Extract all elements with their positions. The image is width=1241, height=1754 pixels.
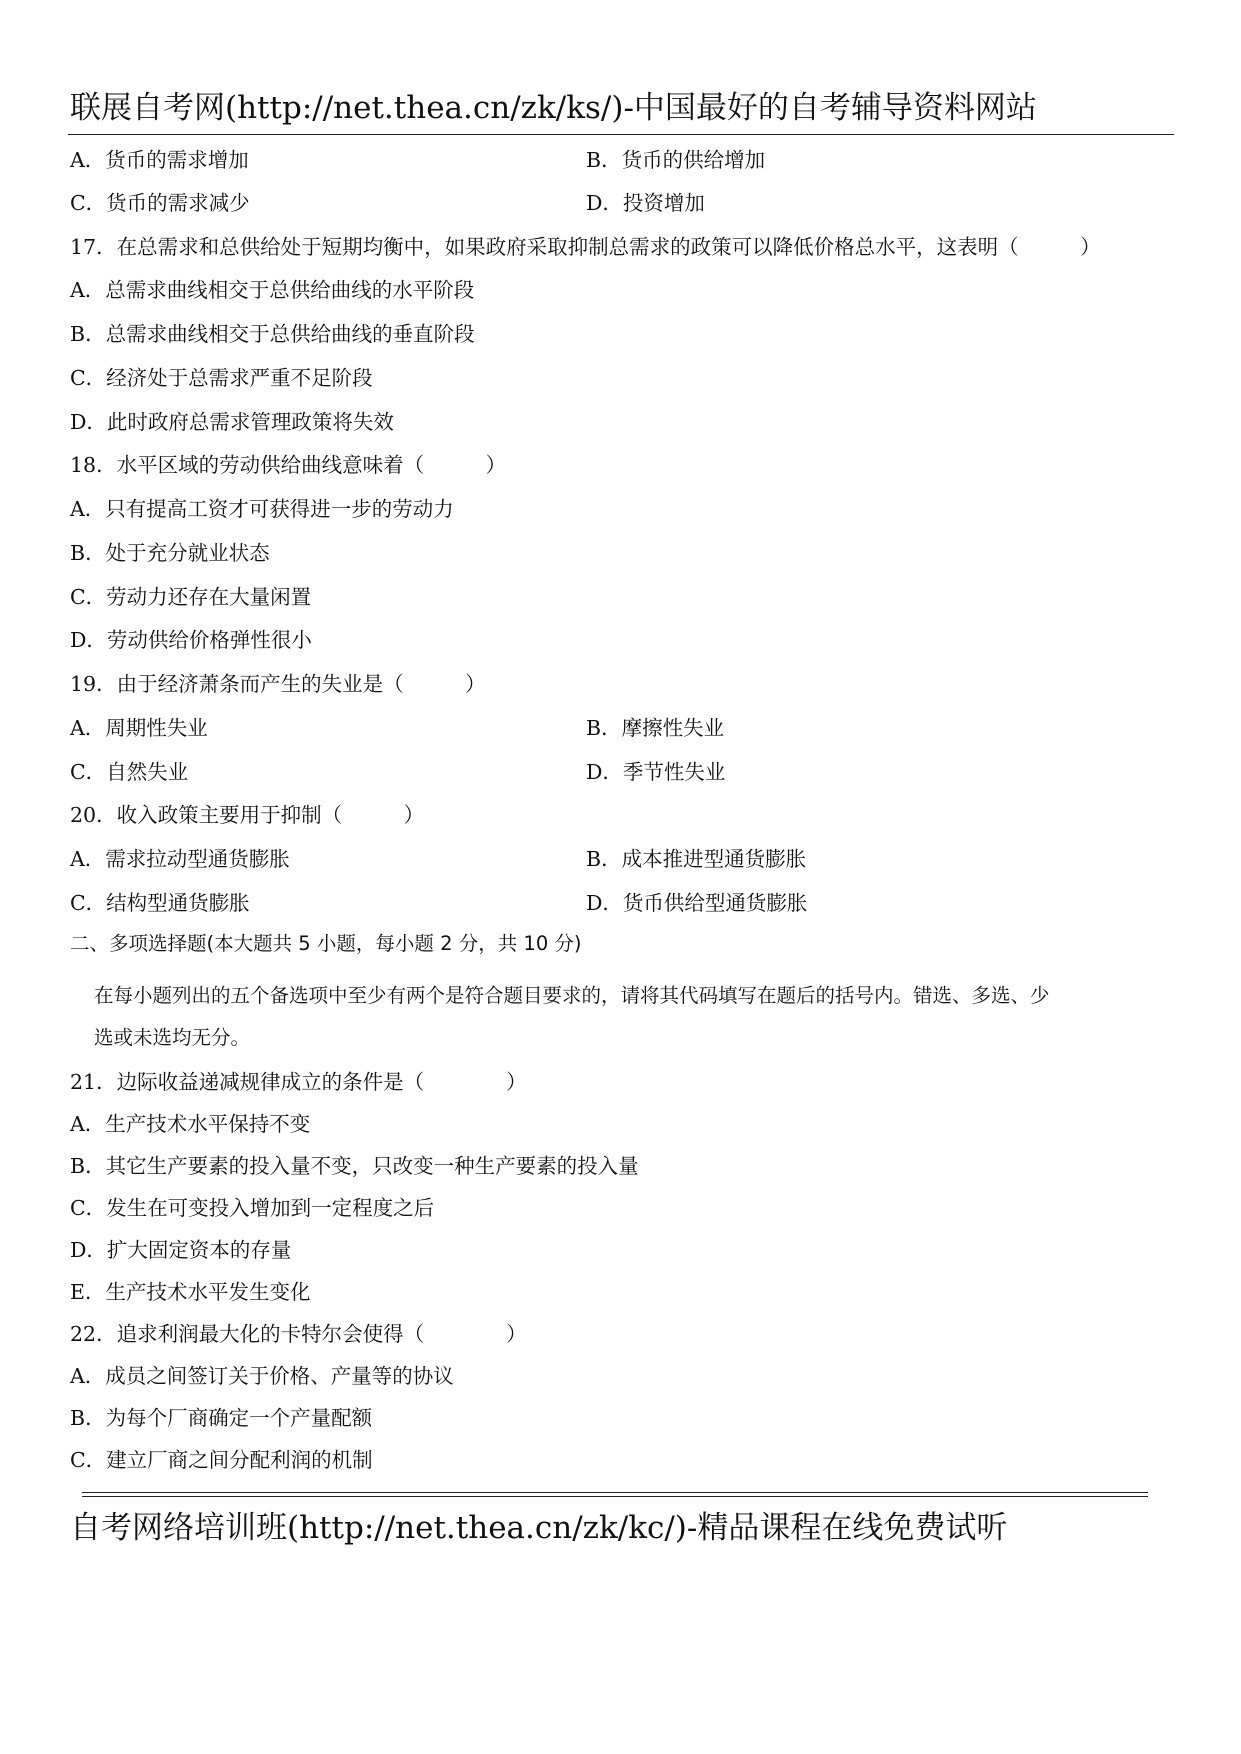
q19-stem: 19．由于经济萧条而产生的失业是（ ） xyxy=(70,672,486,696)
q19-option-b: B．摩擦性失业 xyxy=(586,716,725,740)
header-divider xyxy=(68,134,1174,135)
q16-option-row-1 xyxy=(70,146,766,174)
q17-option-d: D．此时政府总需求管理政策将失效 xyxy=(70,410,394,434)
q19-option-d: D．季节性失业 xyxy=(586,760,726,784)
section-2-title: 二、多项选择题(本大题共 5 小题，每小题 2 分，共 10 分) xyxy=(70,932,582,955)
q18-stem: 18．水平区域的劳动供给曲线意味着（ ） xyxy=(70,453,507,477)
q20-option-row-1 xyxy=(70,845,807,873)
q20-option-a: A．需求拉动型通货膨胀 xyxy=(70,847,290,871)
q21-option-d: D．扩大固定资本的存量 xyxy=(70,1238,292,1262)
q19-option-row-2 xyxy=(70,758,726,786)
q22-option-b: B．为每个厂商确定一个产量配额 xyxy=(70,1406,373,1430)
q17-option-a: A．总需求曲线相交于总供给曲线的水平阶段 xyxy=(70,278,475,302)
q20-option-c: C．结构型通货膨胀 xyxy=(70,891,250,915)
q16-option-a: A．货币的需求增加 xyxy=(70,148,249,172)
q21-option-a: A．生产技术水平保持不变 xyxy=(70,1112,311,1136)
q21-stem: 21．边际收益递减规律成立的条件是（ ） xyxy=(70,1070,527,1094)
q16-option-row-2 xyxy=(70,189,705,217)
q18-option-a: A．只有提高工资才可获得进一步的劳动力 xyxy=(70,497,454,521)
q20-option-row-2 xyxy=(70,889,808,917)
q21-option-c: C．发生在可变投入增加到一定程度之后 xyxy=(70,1196,435,1220)
q16-option-d: D．投资增加 xyxy=(586,191,705,215)
section-2-instruction-line-2: 选或未选均无分。 xyxy=(94,1026,251,1049)
page-footer: 自考网络培训班(http://net.thea.cn/zk/kc/)-精品课程在线免费试听 xyxy=(70,1510,1008,1546)
page-header: 联展自考网(http://net.thea.cn/zk/ks/)-中国最好的自考辅导资料网站 xyxy=(70,90,1037,126)
q18-option-c: C．劳动力还存在大量闲置 xyxy=(70,585,312,609)
q17-option-c: C．经济处于总需求严重不足阶段 xyxy=(70,366,373,390)
q17-stem: 17．在总需求和总供给处于短期均衡中，如果政府采取抑制总需求的政策可以降低价格总水平，这表明（ ） xyxy=(70,235,1101,259)
q21-option-b: B．其它生产要素的投入量不变，只改变一种生产要素的投入量 xyxy=(70,1154,639,1178)
q20-stem: 20．收入政策主要用于抑制（ ） xyxy=(70,803,425,827)
q22-option-a: A．成员之间签订关于价格、产量等的协议 xyxy=(70,1364,454,1388)
footer-divider xyxy=(82,1492,1148,1497)
q17-option-b: B．总需求曲线相交于总供给曲线的垂直阶段 xyxy=(70,322,475,346)
q20-option-d: D．货币供给型通货膨胀 xyxy=(586,891,808,915)
q16-option-b: B．货币的供给增加 xyxy=(586,148,766,172)
q18-option-d: D．劳动供给价格弹性很小 xyxy=(70,628,312,652)
q18-option-b: B．处于充分就业状态 xyxy=(70,541,270,565)
q19-option-a: A．周期性失业 xyxy=(70,716,208,740)
q16-option-c: C．货币的需求减少 xyxy=(70,191,250,215)
q22-stem: 22．追求利润最大化的卡特尔会使得（ ） xyxy=(70,1322,527,1346)
section-2-instruction-line-1: 在每小题列出的五个备选项中至少有两个是符合题目要求的，请将其代码填写在题后的括号内。错选、多选、少 xyxy=(94,984,1050,1007)
q19-option-row-1 xyxy=(70,714,725,742)
q20-option-b: B．成本推进型通货膨胀 xyxy=(586,847,807,871)
q21-option-e: E．生产技术水平发生变化 xyxy=(70,1280,311,1304)
q19-option-c: C．自然失业 xyxy=(70,760,189,784)
q22-option-c: C．建立厂商之间分配利润的机制 xyxy=(70,1448,373,1472)
